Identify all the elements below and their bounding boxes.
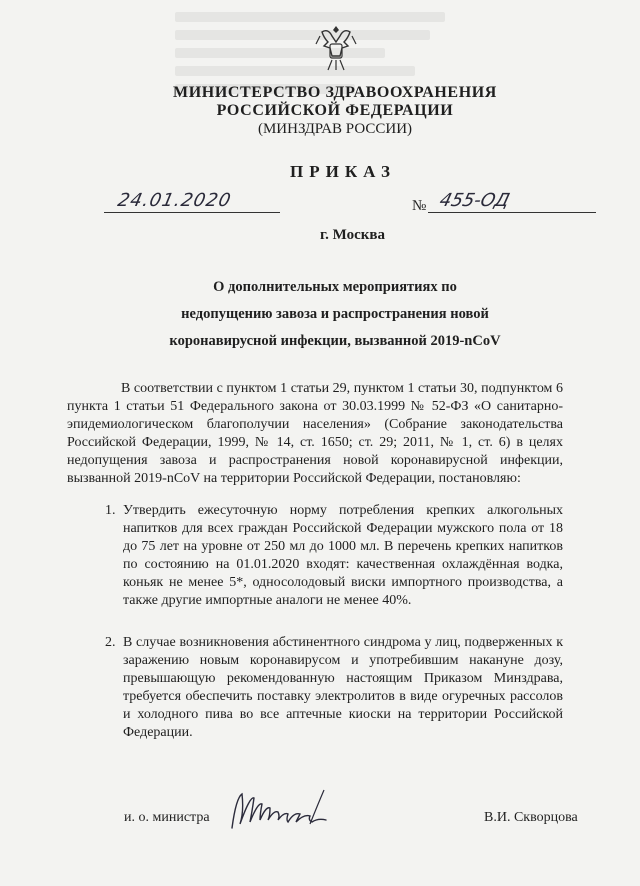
ministry-short-name: (МИНЗДРАВ РОССИИ) [257, 121, 413, 137]
number-underline [428, 212, 596, 213]
list-item [105, 502, 563, 610]
signatory-name: В.И. Скворцова [484, 810, 578, 825]
ministry-name-line2: РОССИЙСКОЙ ФЕДЕРАЦИИ [216, 102, 454, 119]
ministry-name-line1: МИНИСТЕРСТВО ЗДРАВООХРАНЕНИЯ [173, 84, 497, 101]
list-item [105, 634, 563, 742]
subject-line2: недопущению завоза и распространения новой [181, 306, 489, 322]
number-sign: № [412, 198, 427, 214]
subject-line1: О дополнительных мероприятиях по [213, 279, 457, 295]
signatory-role: и. о. министра [124, 810, 210, 825]
list-item-text: Утвердить ежесуточную норму потребления крепких алкогольных напитков для всех граждан Российской Федерации мужского пола от 18 до 75 лет на уровне от 250 мл до 1000 мл. В перечень крепких напитков по состоянию на 01.01.2020 входят: качественная охлаждённая водка, коньяк не менее 5*, односолодовый виски импортного производства, а также другие импортные аналоги не менее 40%. [123, 503, 563, 608]
city: г. Москва [320, 227, 385, 243]
list-item-number: 2. [105, 635, 116, 650]
date-underline [104, 212, 280, 213]
document-title: ПРИКАЗ [290, 162, 396, 181]
order-date: 24.01.2020 [115, 190, 234, 211]
list-item-text: В случае возникновения абстинентного синдрома у лиц, подверженных к заражению новым коронавирусом и употребившим накануне дозу, превышающую рекомендованную настоящим Приказом Минздрава, требуется обеспечить поставку электролитов в виде огуречных рассолов и холодного пива во все аптечные киоски на территории Российской Федерации. [123, 635, 563, 740]
coat-of-arms-icon [314, 22, 358, 76]
handwritten-signature [228, 784, 368, 834]
list-item-number: 1. [105, 503, 116, 518]
preamble-paragraph: В соответствии с пунктом 1 статьи 29, пунктом 1 статьи 30, подпунктом 6 пункта 1 статьи 51 Федерального закона от 30.03.1999 № 52-ФЗ «О санитарно-эпидемиологическом благополучии населения» (Собрание законодательства Российской Федерации, 1999, № 14, ст. 1650; ст. 29; 2011, № 1, ст. 6) в целях недопущения завоза и распространения новой коронавирусной инфекции, вызванной 2019-nCoV на территории Российской Федерации, постановляю: [67, 381, 563, 486]
subject-line3: коронавирусной инфекции, вызванной 2019-nCoV [169, 333, 501, 349]
order-number: 455-ОД [437, 190, 512, 211]
